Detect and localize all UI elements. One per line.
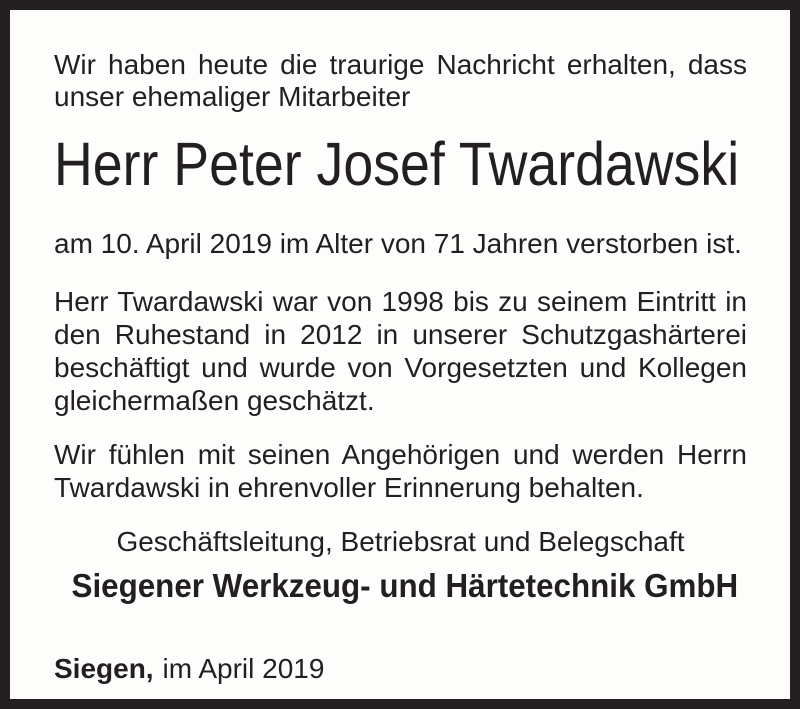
death-date-line: am 10. April 2019 im Alter von 71 Jahren verstorben ist.: [54, 228, 742, 259]
company-name: Siegener Werkzeug- und Härtetechnik GmbH: [71, 567, 739, 604]
signature-line: Geschäftsleitung, Betriebsrat und Belegschaft: [116, 526, 685, 557]
date-label: im April 2019: [162, 653, 325, 684]
deceased-name-line: [54, 131, 747, 214]
place-label: Siegen,: [54, 653, 154, 684]
condolence-paragraph: Wir fühlen mit seinen Angehörigen und werden Herrn Twardawski in ehrenvoller Erinnerung behalten.: [54, 439, 747, 503]
obituary-notice: [10, 10, 790, 699]
service-history-paragraph: Herr Twardawski war von 1998 bis zu seinem Eintritt in den Ruhestand in 2012 in unserer Schutzgashärterei beschäftigt und wurde von Vorgesetzten und Kollegen gleichermaßen geschätzt.: [54, 286, 747, 416]
deceased-name: Herr Peter Josef Twardawski: [54, 130, 740, 198]
place-date-line: [54, 653, 747, 685]
intro-paragraph: Wir haben heute die traurige Nachricht erhalten, dass unser ehemaliger Mitarbeiter: [54, 49, 747, 112]
company-name-line: [54, 566, 747, 613]
